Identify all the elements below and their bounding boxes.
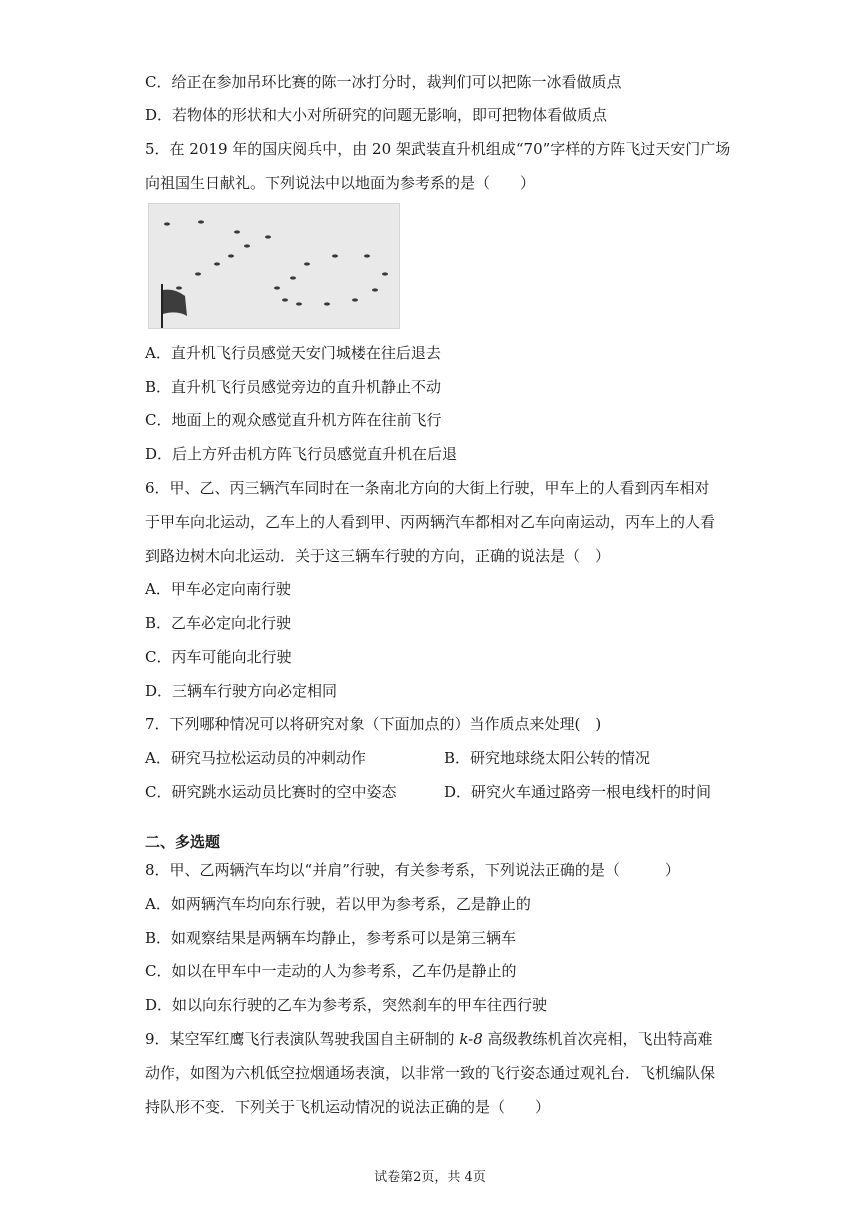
section-heading-multiple-choice: 二、多选题 (145, 833, 221, 851)
helicopter-formation-photo (148, 203, 400, 329)
q9-stem-line-3: 持队形不变．下列关于飞机运动情况的说法正确的是（ ） (145, 1098, 551, 1116)
q9-stem-line-1-part-a: 9．某空军红鹰飞行表演队驾驶我国自主研制的 (145, 1030, 455, 1048)
q9-aircraft-model: k-8 (459, 1030, 483, 1048)
q6-stem-line-1: 6．甲、乙、丙三辆汽车同时在一条南北方向的大街上行驶，甲车上的人看到丙车相对 (145, 479, 710, 497)
q4-option-c: C．给正在参加吊环比赛的陈一冰打分时，裁判们可以把陈一冰看做质点 (145, 73, 622, 91)
page-footer: 试卷第2页，共 4页 (374, 1170, 486, 1185)
q8-option-a: A．如两辆汽车均向东行驶，若以甲为参考系，乙是静止的 (145, 895, 531, 913)
q9-stem-line-1-part-b: 高级教练机首次亮相，飞出特高难 (487, 1030, 713, 1048)
q7-option-d: D．研究火车通过路旁一根电线杆的时间 (444, 783, 712, 801)
q7-option-a: A．研究马拉松运动员的冲刺动作 (145, 749, 366, 767)
q8-stem: 8．甲、乙两辆汽车均以“并肩”行驶，有关参考系，下列说法正确的是（ ） (145, 861, 680, 879)
q9-stem-line-2: 动作，如图为六机低空拉烟通场表演，以非常一致的飞行姿态通过观礼台．飞机编队保 (145, 1064, 716, 1082)
q8-option-b: B．如观察结果是两辆车均静止，参考系可以是第三辆车 (145, 929, 517, 947)
q6-option-c: C．丙车可能向北行驶 (145, 648, 292, 666)
q6-option-a: A．甲车必定向南行驶 (145, 580, 291, 598)
helicopter-formation-drawing (149, 204, 399, 328)
q5-stem-line-2: 向祖国生日献礼。下列说法中以地面为参考系的是（ ） (145, 174, 536, 192)
q7-stem: 7．下列哪种情况可以将研究对象（下面加点的）当作质点来处理( ) (145, 715, 602, 733)
q6-option-d: D．三辆车行驶方向必定相同 (145, 682, 338, 700)
q4-option-d: D．若物体的形状和大小对所研究的问题无影响，即可把物体看做质点 (145, 106, 608, 124)
q6-option-b: B．乙车必定向北行驶 (145, 614, 292, 632)
q8-option-d: D．如以向东行驶的乙车为参考系，突然刹车的甲车往西行驶 (145, 996, 548, 1014)
q6-stem-line-2: 于甲车向北运动，乙车上的人看到甲、丙两辆汽车都相对乙车向南运动，丙车上的人看 (145, 513, 716, 531)
q9-stem-line-1 (145, 1029, 713, 1049)
q5-stem-line-1: 5．在 2019 年的国庆阅兵中，由 20 架武装直升机组成“70”字样的方阵飞过天安门广场 (145, 140, 731, 158)
q6-stem-line-3: 到路边树木向北运动．关于这三辆车行驶的方向，正确的说法是（ ） (145, 547, 611, 565)
q5-option-b: B．直升机飞行员感觉旁边的直升机静止不动 (145, 378, 442, 396)
q7-option-c: C．研究跳水运动员比赛时的空中姿态 (145, 783, 397, 801)
q8-option-c: C．如以在甲车中一走动的人为参考系，乙车仍是静止的 (145, 962, 517, 980)
q5-option-c: C．地面上的观众感觉直升机方阵在往前飞行 (145, 411, 442, 429)
q5-option-d: D．后上方歼击机方阵飞行员感觉直升机在后退 (145, 445, 458, 463)
q7-option-b: B．研究地球绕太阳公转的情况 (444, 749, 651, 767)
q5-option-a: A．直升机飞行员感觉天安门城楼在往后退去 (145, 344, 441, 362)
